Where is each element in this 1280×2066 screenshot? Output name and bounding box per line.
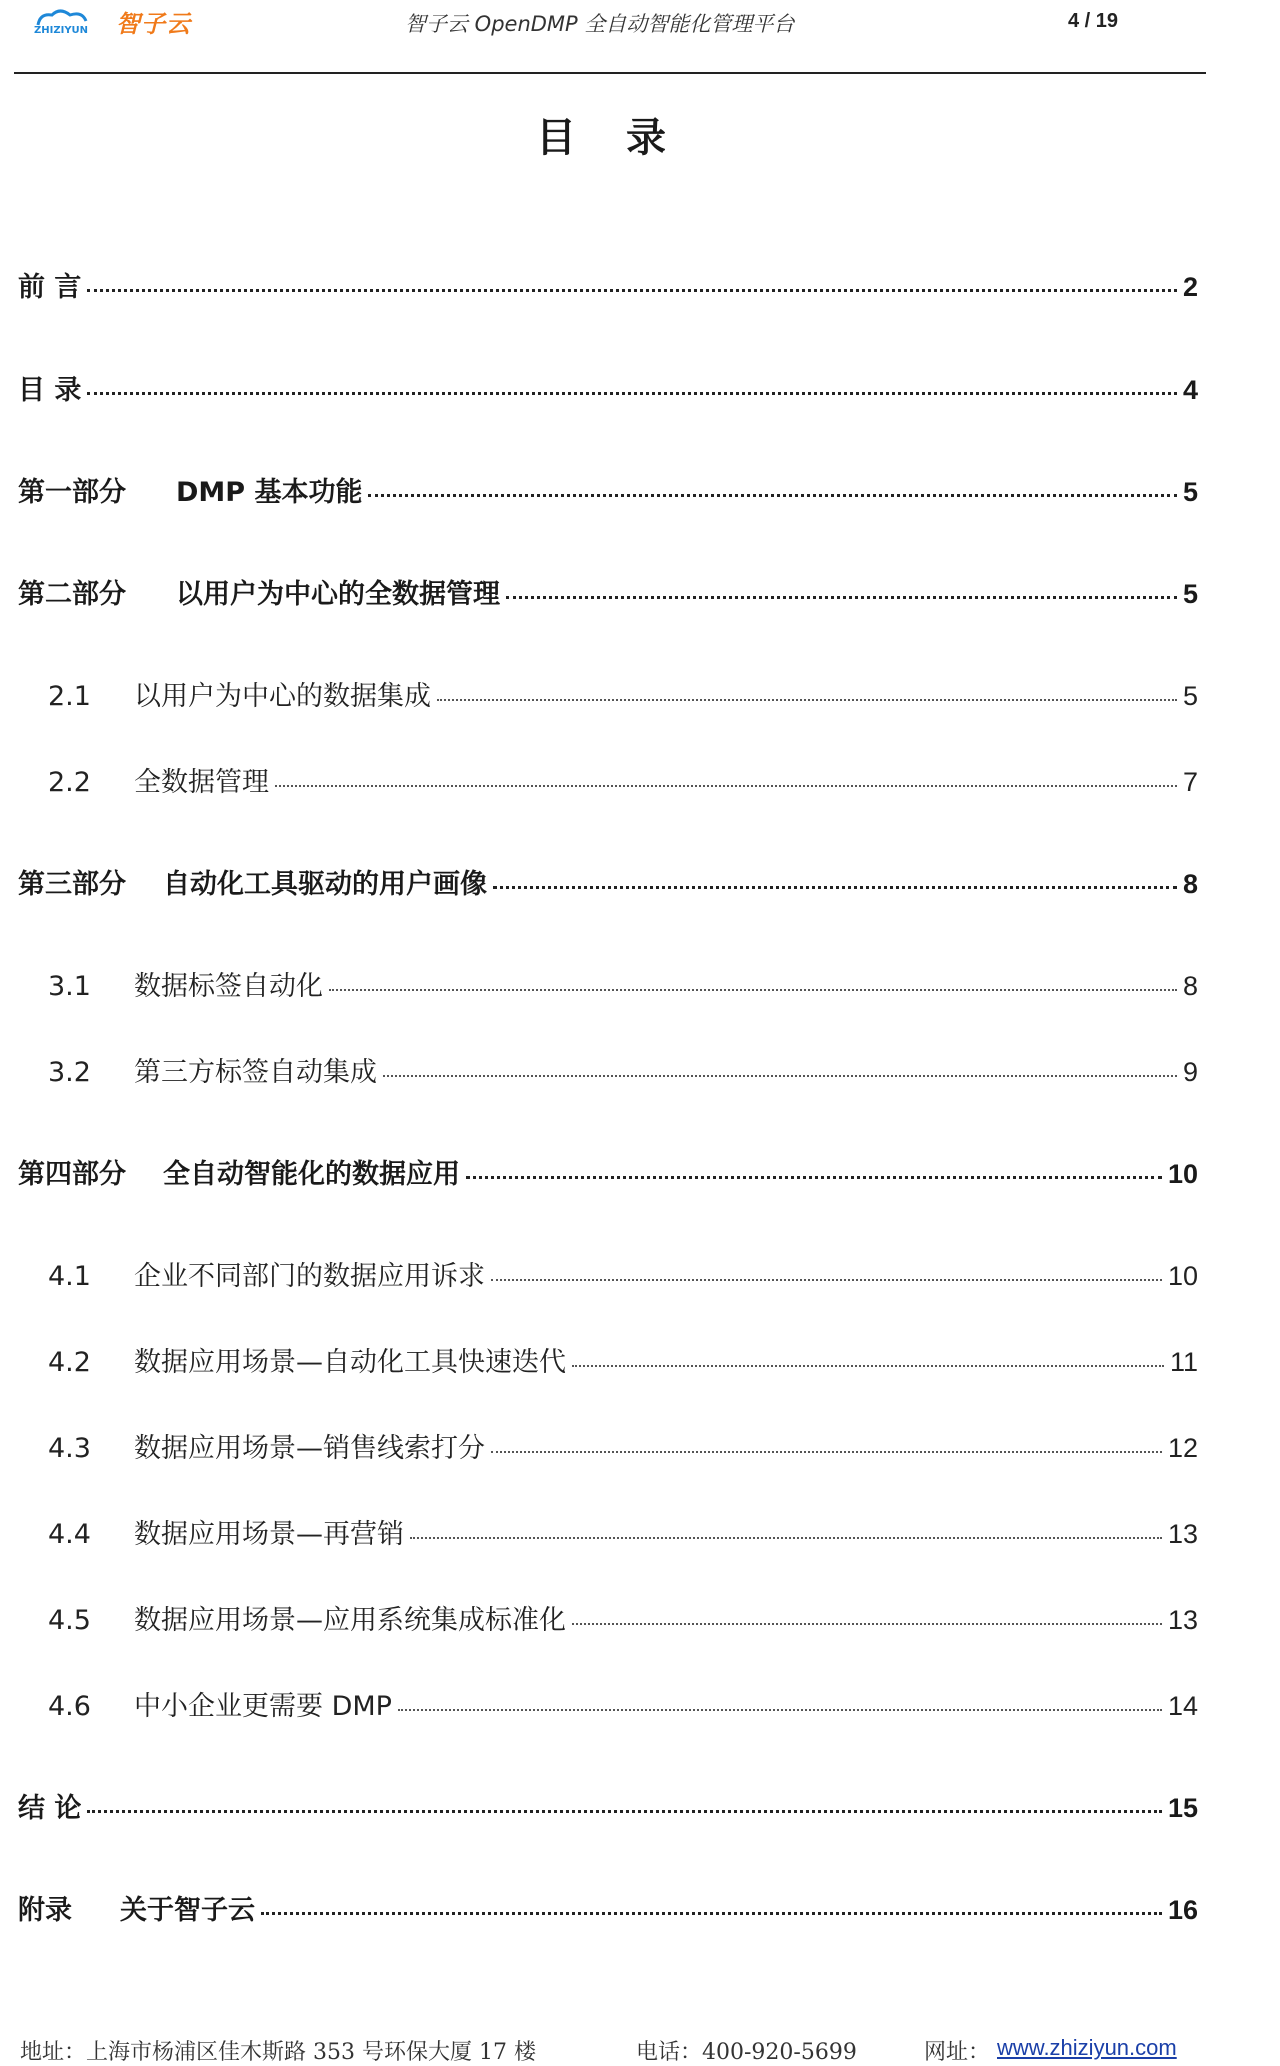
toc-entry-page: 2 (1182, 272, 1198, 302)
toc-entry-page: 11 (1169, 1347, 1198, 1377)
toc-entry-label: 关于智子云 (120, 1895, 255, 1926)
page-header (0, 0, 1280, 76)
toc-entry-page: 8 (1182, 869, 1198, 899)
toc-entry-number: 4.3 (48, 1433, 91, 1464)
toc-entry-label: 以用户为中心的数据集成 (134, 681, 431, 712)
page-footer (0, 2035, 1280, 2066)
toc-entry-label: 结 论 (18, 1793, 82, 1824)
toc-entry-page: 12 (1167, 1433, 1198, 1463)
toc-entry[interactable] (48, 1684, 1198, 1728)
footer-phone: 电话：400-920-5699 (636, 2040, 857, 2065)
toc-entry[interactable] (48, 1340, 1198, 1384)
toc-dot-leader (466, 1176, 1162, 1179)
toc-entry-label: 全数据管理 (134, 767, 269, 798)
toc-entry[interactable] (18, 1888, 1198, 1932)
toc-entry[interactable] (18, 1786, 1198, 1830)
toc-dot-leader (572, 1623, 1162, 1625)
toc-entry-number: 2.2 (48, 767, 91, 798)
toc-entry-number: 第二部分 (18, 579, 126, 610)
toc-entry-label: 以用户为中心的全数据管理 (176, 579, 500, 610)
toc-dot-leader (383, 1075, 1177, 1077)
toc-entry[interactable] (48, 760, 1198, 804)
toc-entry-page: 14 (1167, 1691, 1198, 1721)
toc-entry[interactable] (48, 1598, 1198, 1642)
toc-entry-label: 数据应用场景—再营销 (134, 1519, 404, 1550)
company-logo (32, 6, 191, 36)
toc-entry[interactable] (48, 674, 1198, 718)
toc-entry-number: 3.1 (48, 971, 91, 1002)
footer-website-link[interactable]: www.zhiziyun.com (997, 2035, 1177, 2060)
toc-entry-label: 第三方标签自动集成 (134, 1057, 377, 1088)
toc-entry[interactable] (48, 1426, 1198, 1470)
toc-entry[interactable] (48, 1512, 1198, 1556)
toc-dot-leader (275, 785, 1177, 787)
toc-entry-page: 15 (1167, 1793, 1198, 1823)
cloud-logo-icon (32, 7, 112, 35)
toc-entry[interactable] (18, 1152, 1198, 1196)
toc-dot-leader (329, 989, 1177, 991)
toc-entry-page: 9 (1182, 1057, 1198, 1087)
toc-entry-label: 数据应用场景—应用系统集成标准化 (134, 1605, 566, 1636)
toc-dot-leader (437, 699, 1177, 701)
toc-entry-page: 4 (1182, 375, 1198, 405)
toc-dot-leader (506, 596, 1177, 599)
logo-chinese-text: 智子云 (116, 9, 191, 38)
toc-entry-label: 前 言 (18, 272, 82, 303)
toc-entry-number: 4.1 (48, 1261, 91, 1292)
toc-dot-leader (368, 494, 1177, 497)
toc-dot-leader (398, 1709, 1162, 1711)
page-number: 4 / 19 (1068, 10, 1119, 32)
toc-entry-page: 16 (1167, 1895, 1198, 1925)
toc-entry-number: 4.4 (48, 1519, 91, 1550)
toc-entry-label: 全自动智能化的数据应用 (163, 1159, 460, 1190)
toc-entry-label: DMP 基本功能 (176, 477, 363, 508)
toc-entry-number: 第一部分 (18, 477, 126, 508)
toc-entry-number: 2.1 (48, 681, 91, 712)
toc-entry[interactable] (18, 368, 1198, 412)
toc-dot-leader (410, 1537, 1162, 1539)
toc-entry[interactable] (18, 265, 1198, 309)
toc-entry[interactable] (18, 470, 1198, 514)
footer-address: 地址：上海市杨浦区佳木斯路 353 号环保大厦 17 楼 (20, 2040, 536, 2065)
toc-dot-leader (572, 1365, 1164, 1367)
toc-entry-label: 数据应用场景—自动化工具快速迭代 (134, 1347, 566, 1378)
footer-web-label: 网址： (924, 2040, 991, 2065)
toc-entry-page: 5 (1182, 579, 1198, 609)
toc-entry-label: 目 录 (18, 375, 82, 406)
toc-entry-page: 5 (1182, 681, 1198, 711)
toc-dot-leader (87, 1810, 1162, 1813)
toc-entry-label: 企业不同部门的数据应用诉求 (134, 1261, 485, 1292)
toc-dot-leader (491, 1451, 1162, 1453)
toc-dot-leader (491, 1279, 1162, 1281)
toc-entry-page: 10 (1167, 1159, 1198, 1189)
toc-entry[interactable] (18, 862, 1198, 906)
toc-entry-number: 第三部分 (18, 869, 126, 900)
toc-entry-label: 自动化工具驱动的用户画像 (163, 869, 487, 900)
toc-dot-leader (87, 392, 1177, 395)
document-title: 智子云 OpenDMP 全自动智能化管理平台 (405, 12, 795, 36)
toc-entry-label: 数据应用场景—销售线索打分 (134, 1433, 485, 1464)
toc-dot-leader (493, 886, 1177, 889)
toc-entry-page: 13 (1167, 1519, 1198, 1549)
toc-entry-number: 3.2 (48, 1057, 91, 1088)
toc-entry[interactable] (18, 572, 1198, 616)
toc-entry[interactable] (48, 964, 1198, 1008)
toc-entry-label: 中小企业更需要 DMP (134, 1691, 392, 1722)
toc-entry-label: 数据标签自动化 (134, 971, 323, 1002)
header-divider (14, 72, 1206, 74)
toc-entry-number: 4.6 (48, 1691, 91, 1722)
toc-entry-page: 7 (1182, 767, 1198, 797)
toc-entry[interactable] (48, 1050, 1198, 1094)
toc-entry-number: 附录 (18, 1895, 72, 1926)
toc-entry-number: 4.2 (48, 1347, 91, 1378)
toc-heading: 目 录 (536, 115, 684, 161)
toc-entry[interactable] (48, 1254, 1198, 1298)
toc-entry-page: 13 (1167, 1605, 1198, 1635)
toc-entry-page: 5 (1182, 477, 1198, 507)
toc-entry-page: 10 (1167, 1261, 1198, 1291)
toc-entry-page: 8 (1182, 971, 1198, 1001)
toc-entry-number: 4.5 (48, 1605, 91, 1636)
toc-dot-leader (261, 1912, 1162, 1915)
svg-text:ZHIZIYUN: ZHIZIYUN (34, 25, 89, 35)
toc-dot-leader (87, 289, 1177, 292)
toc-entry-number: 第四部分 (18, 1159, 126, 1190)
